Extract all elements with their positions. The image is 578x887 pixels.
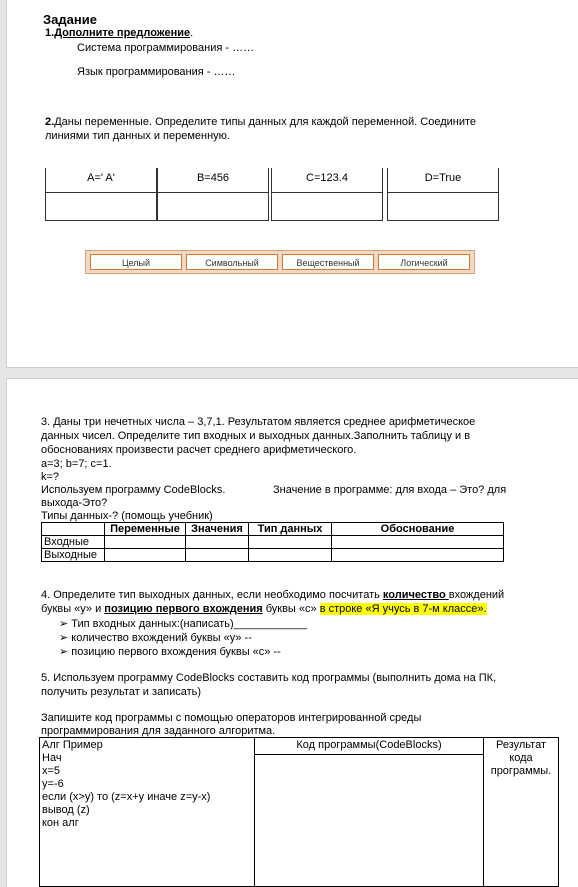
q5-table (39, 737, 559, 887)
table-cell[interactable] (186, 549, 249, 562)
arrow-bullet-icon: ➢ (59, 618, 72, 630)
divider (388, 192, 498, 193)
result-header-line: Результат (495, 739, 547, 751)
table-header (42, 523, 105, 536)
q5-line1 (41, 672, 496, 685)
q3-line2: данных чисел. Определите тип входных и выходных данных.Заполнить таблицу и в (41, 430, 471, 442)
variable-box-b[interactable] (157, 168, 269, 221)
result-header-line: программы. (490, 765, 552, 777)
code-input-cell[interactable] (255, 755, 484, 887)
q5-line2: получить результат и записать) (41, 686, 202, 698)
result-header[interactable] (484, 738, 559, 887)
q3-types: Типы данных-? (помощь учебник) (41, 510, 213, 522)
table-cell[interactable] (332, 536, 504, 549)
q1-number: 1. (45, 27, 55, 39)
table-row (42, 549, 504, 562)
type-integer[interactable]: Целый (90, 254, 182, 270)
q3-text: 3. Даны три нечетных числа – 3,7,1. Результатом является среднее арифметическое (41, 416, 476, 428)
bullet-text: позицию первого вхождения буквы «с» -- (71, 646, 281, 658)
q3-exit: выхода-Это? (41, 497, 108, 509)
q5-write1: Запишите код программы с помощью операторов интегрированной среды (41, 712, 422, 724)
algo-line: x=5 (42, 765, 61, 777)
q4-bullet (59, 645, 281, 659)
q2-line1 (45, 116, 476, 129)
table-cell[interactable] (105, 536, 186, 549)
type-boolean[interactable]: Логический (378, 254, 470, 270)
variable-label: B=456 (196, 172, 230, 184)
q3-line3: обоснованиях произвести расчет среднего арифметического. (41, 444, 357, 456)
table-header: Тип данных (249, 523, 332, 536)
divider (272, 192, 382, 193)
q4-text: буквы «у» и (41, 603, 105, 615)
table-cell[interactable] (332, 549, 504, 562)
q5-text: 5. Используем программу CodeBlocks составить код программы (выполнить дома на ПК, (41, 672, 497, 684)
table-cell[interactable] (186, 536, 249, 549)
q1-title (45, 27, 193, 40)
table-header: Обоснование (332, 523, 504, 536)
table-cell[interactable] (249, 549, 332, 562)
q2-line2: линиями тип данных и переменную. (45, 130, 230, 142)
q3-k: k=? (41, 471, 60, 483)
q4-bullet (59, 617, 307, 631)
q3-codeblocks-left: Используем программу CodeBlocks. (41, 484, 226, 496)
table-cell[interactable] (249, 536, 332, 549)
table-cell[interactable] (105, 549, 186, 562)
q1-dot: . (190, 27, 194, 39)
q3-values: a=3; b=7; c=1. (41, 458, 112, 470)
q4-text: 4. Определите тип выходных данных, если необходимо посчитать (41, 589, 383, 601)
q3-codeblocks-right: Значение в программе: для входа – Это? для (273, 484, 507, 496)
table-row (42, 536, 504, 549)
worksheet-page-2 (6, 378, 578, 887)
q5-write2: программирования для заданного алгоритма. (41, 725, 276, 737)
algo-line: если (x>y) то (z=x+y иначе z=y-x) (42, 791, 211, 803)
worksheet-page-1 (6, 0, 578, 368)
result-header-line: кода (509, 752, 533, 764)
row-label: Входные (42, 536, 105, 549)
q4-text: вхождений (448, 589, 505, 601)
table-header: Значения (186, 523, 249, 536)
bullet-text: количество вхождений буквы «у» -- (71, 632, 252, 644)
algorithm-cell (40, 738, 255, 887)
arrow-bullet-icon: ➢ (59, 646, 72, 658)
algo-line: y=-6 (42, 778, 64, 790)
table-header-row (42, 523, 504, 536)
variable-label: A=' A' (87, 172, 115, 184)
arrow-bullet-icon: ➢ (59, 632, 72, 644)
q4-emph-position: позицию первого вхождения (104, 603, 263, 615)
table-header: Переменные (105, 523, 186, 536)
q3-line1 (41, 416, 475, 429)
q4-line2 (41, 603, 487, 616)
algo-line: Алг Пример (42, 739, 103, 751)
q4-line1 (41, 589, 504, 602)
row-label: Выходные (42, 549, 105, 562)
variable-box-c[interactable] (271, 168, 383, 221)
divider (158, 192, 268, 193)
bullet-text: Тип входных данных:(написать)____________ (71, 618, 308, 630)
q2-text1: Даны переменные. Определите типы данных для каждой переменной. Соедините (54, 116, 477, 128)
algo-line: Нач (42, 752, 62, 764)
q4-bullet (59, 631, 252, 645)
q4-emph-count: количество (382, 589, 449, 601)
q1-line-language: Язык программирования - …… (77, 66, 236, 78)
q1-line-system: Система программирования - …… (77, 42, 255, 54)
q2-number: 2. (45, 116, 55, 128)
divider (46, 192, 156, 193)
algo-line: кон алг (42, 817, 79, 829)
q3-table (41, 522, 504, 562)
variable-label: C=123.4 (306, 172, 348, 184)
code-header: Код программы(CodeBlocks) (255, 738, 484, 755)
variable-box-a[interactable] (45, 168, 157, 221)
type-character[interactable]: Символьный (186, 254, 278, 270)
q4-text: буквы «с» (262, 603, 320, 615)
data-types-bar (85, 250, 475, 274)
type-real[interactable]: Вещественный (282, 254, 374, 270)
variable-box-d[interactable] (387, 168, 499, 221)
task-heading: Задание (43, 12, 97, 27)
variable-label: D=True (424, 172, 462, 184)
algo-line: вывод (z) (42, 804, 90, 816)
q4-highlight: в строке «Я учусь в 7-м классе». (319, 603, 487, 615)
q1-title-text: Дополните предложение (54, 27, 191, 39)
